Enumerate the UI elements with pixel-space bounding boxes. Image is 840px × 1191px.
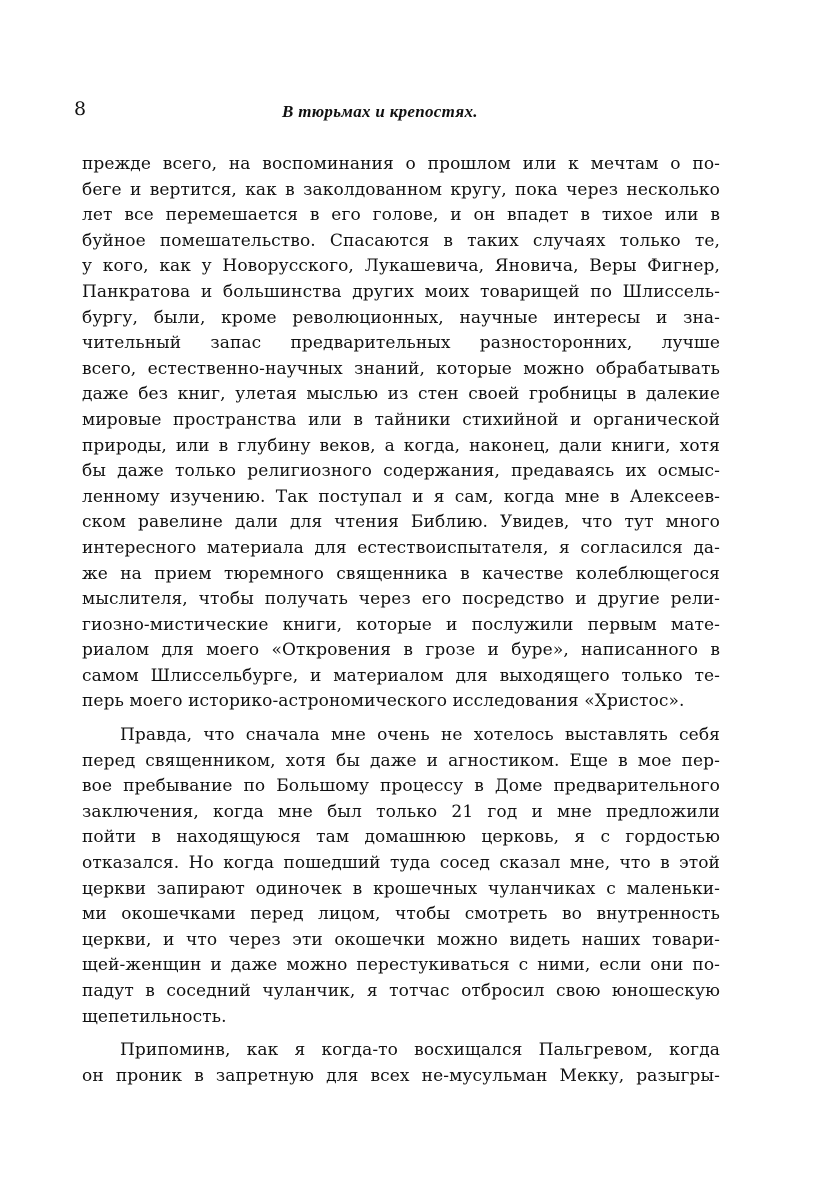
text-line: щей-женщин и даже можно перестукиваться с ними, если они по-	[82, 955, 720, 976]
text-line: вое пребывание по Большому процессу в Доме предварительного	[82, 776, 720, 797]
text-line: самом Шлиссельбурге, и материалом для выходящего только те-	[82, 665, 720, 686]
text-line: беге и вертится, как в заколдованном кругу, пока через несколько	[82, 179, 720, 200]
running-title: В тюрьмах и крепостях.	[282, 102, 478, 121]
text-line: Панкратова и большинства других моих товарищей по Шлиссель-	[82, 281, 720, 302]
text-line: щепетильность.	[82, 1006, 227, 1027]
text-line: буйное помешательство. Спасаются в таких случаях только те,	[82, 230, 720, 251]
page-number: 8	[74, 98, 87, 120]
text-line: Припоминв, как я когда-то восхищался Пальгревом, когда	[120, 1040, 720, 1061]
text-line: он проник в запретную для всех не-мусульман Мекку, разыгры-	[82, 1065, 720, 1086]
paragraph-gap	[82, 1030, 720, 1038]
text-line: интересного материала для естествоиспытателя, я согласился да-	[82, 537, 720, 558]
paragraph-3	[82, 1038, 720, 1089]
text-line: пойти в находящуюся там домашнюю церковь, я с гордостью	[82, 827, 720, 848]
text-line: бургу, были, кроме революционных, научные интересы и зна-	[82, 307, 720, 328]
text-line: церкви запирают одиночек в крошечных чуланчиках с маленьки-	[82, 878, 720, 899]
text-line: ском равелине дали для чтения Библию. Увидев, что тут много	[82, 512, 720, 533]
text-line: лет все перемешается в его голове, и он впадет в тихое или в	[82, 205, 720, 226]
text-line: падут в соседний чуланчик, я тотчас отбросил свою юношескую	[82, 981, 720, 1001]
paragraph-gap	[82, 715, 720, 723]
text-line: природы, или в глубину веков, а когда, наконец, дали книги, хотя	[82, 435, 720, 456]
paragraph-2	[82, 723, 720, 1030]
text-line: ленному изучению. Так поступал и я сам, когда мне в Алексеев-	[82, 486, 720, 507]
text-line: перь моего историко-астрономического исследования «Христос».	[82, 691, 685, 712]
paragraph-1	[82, 152, 720, 715]
text-line: даже без книг, улетая мыслью из стен своей гробницы в далекие	[82, 384, 720, 405]
text-line: гиозно-мистические книги, которые и послужили первым мате-	[82, 614, 720, 635]
text-line: риалом для моего «Откровения в грозе и буре», написанного в	[82, 640, 720, 661]
text-line: чительный запас предварительных разносторонних, лучше	[82, 333, 720, 354]
text-line: мыслителя, чтобы получать через его посредство и другие рели-	[82, 589, 720, 610]
body-text	[82, 152, 720, 1089]
text-line: церкви, и что через эти окошечки можно видеть наших товари-	[82, 929, 720, 950]
text-line: перед священником, хотя бы даже и агностиком. Еще в мое пер-	[82, 750, 720, 771]
text-line: прежде всего, на воспоминания о прошлом или к мечтам о по-	[82, 154, 720, 174]
text-line: ми окошечками перед лицом, чтобы смотреть во внутренность	[82, 904, 720, 925]
page-header	[74, 98, 726, 126]
text-line: у кого, как у Новорусского, Лукашевича, Яновича, Веры Фигнер,	[82, 256, 720, 277]
text-line: мировые пространства или в тайники стихийной и органической	[82, 409, 720, 430]
text-line: заключения, когда мне был только 21 год и мне предложили	[82, 801, 720, 822]
text-line: же на прием тюремного священника в качестве колеблющегося	[82, 563, 720, 584]
text-line: Правда, что сначала мне очень не хотелось выставлять себя	[120, 725, 720, 746]
text-line: отказался. Но когда пошедший туда сосед сказал мне, что в этой	[82, 853, 720, 874]
text-line: всего, естественно-научных знаний, которые можно обрабатывать	[82, 358, 720, 379]
text-line: бы даже только религиозного содержания, предаваясь их осмыс-	[82, 461, 720, 482]
